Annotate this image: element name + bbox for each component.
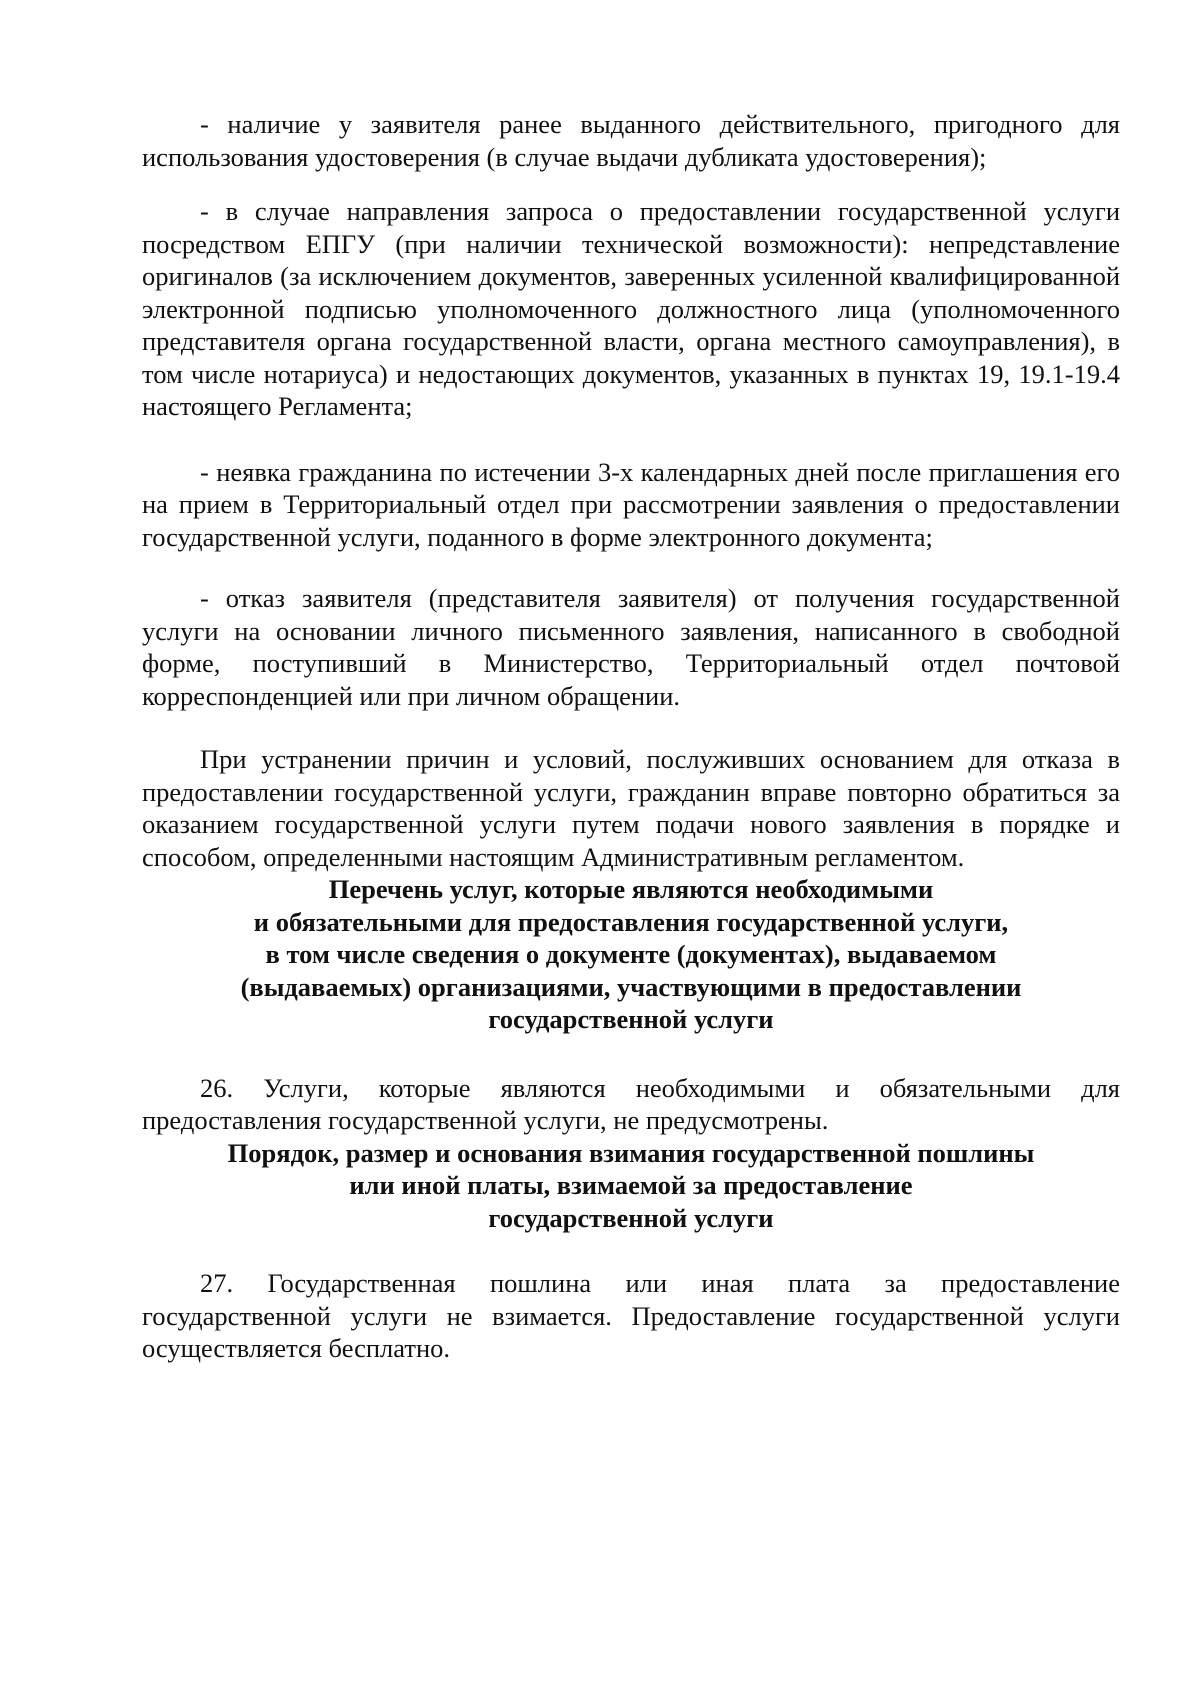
paragraph-27: 27. Государственная пошлина или иная плата за предоставление государственной услуги не взимается. Предоставление государственной услуги осуществляется бесплатно. xyxy=(142,1268,1120,1363)
heading-line: (выдаваемых) организациями, участвующими в предоставлении xyxy=(240,971,1022,1002)
section-heading-required-services xyxy=(142,873,1120,1036)
paragraph-valid-certificate: - наличие у заявителя ранее выданного действительного, пригодного для использования удостоверения (в случае выдачи дубликата удостоверения); xyxy=(142,109,1120,172)
heading-line: государственной услуги xyxy=(488,1202,774,1233)
section-heading-state-fee xyxy=(142,1137,1120,1235)
paragraph-applicant-refusal: - отказ заявителя (представителя заявителя) от получения государственной услуги на основании личного письменного заявления, написанного в свободной форме, поступивший в Министерство, Территориальный отдел почтовой корреспонденцией или при личном обращении. xyxy=(142,583,1120,711)
heading-line: или иной платы, взимаемой за предоставление xyxy=(349,1170,913,1200)
heading-line: Порядок, размер и основания взимания государственной пошлины xyxy=(227,1137,1035,1168)
paragraph-reapply: При устранении причин и условий, послуживших основанием для отказа в предоставлении государственной услуги, гражданин вправе повторно обратиться за оказанием государственной услуги путем подачи нового заявления в порядке и способом, определенными настоящим Административным регламентом. xyxy=(142,744,1120,872)
paragraph-26: 26. Услуги, которые являются необходимыми и обязательными для предоставления государственной услуги, не предусмотрены. xyxy=(142,1072,1120,1135)
paragraph-epgu-request: - в случае направления запроса о предоставлении государственной услуги посредством ЕПГУ (при наличии технической возможности): непредставление оригиналов (за исключением документов, заверенных усиленной квалифицированной электронной подписью уполномоченного должностного лица (уполномоченного представителя органа государственной власти, органа местного самоуправления), в том числе нотариуса) и недостающих документов, указанных в пунктах 19, 19.1-19.4 настоящего Регламента; xyxy=(142,196,1120,421)
heading-line: Перечень услуг, которые являются необходимыми xyxy=(328,874,934,904)
heading-line: и обязательными для предоставления государственной услуги, xyxy=(253,906,1009,937)
document-body xyxy=(142,108,1120,1365)
heading-line: государственной услуги xyxy=(488,1004,774,1034)
paragraph-no-show: - неявка гражданина по истечении 3-х календарных дней после приглашения его на прием в Территориальный отдел при рассмотрении заявления о предоставлении государственной услуги, поданного в форме электронного документа; xyxy=(142,456,1120,552)
heading-line: в том числе сведения о документе (документах), выдаваемом xyxy=(265,939,997,969)
